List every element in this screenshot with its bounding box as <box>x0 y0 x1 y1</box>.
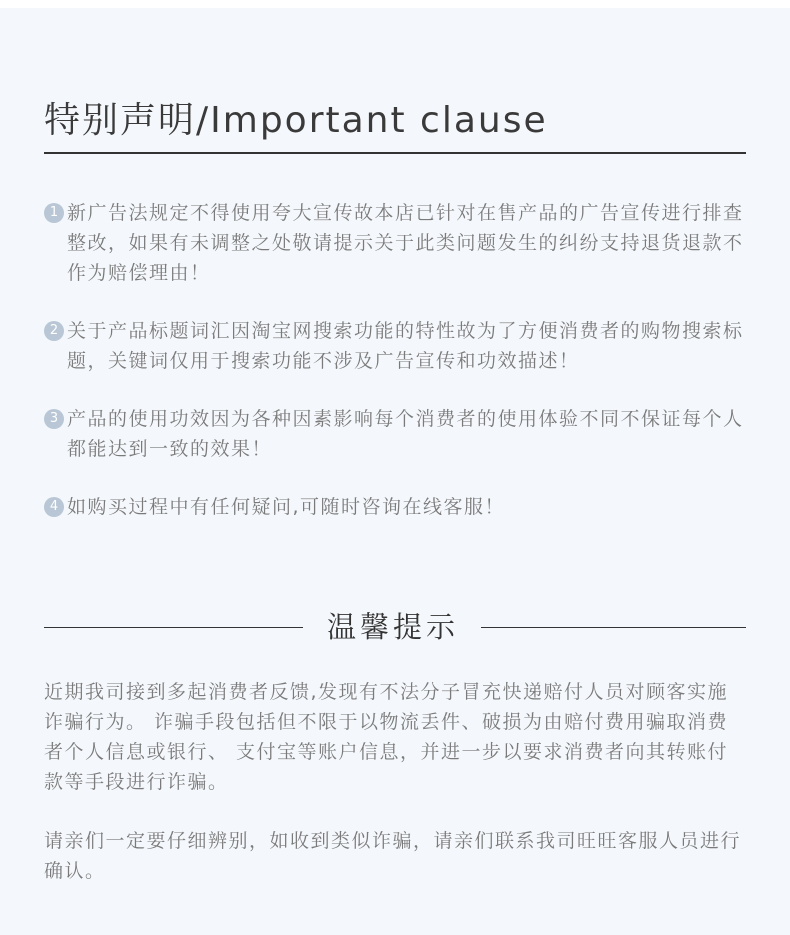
notice-paragraph: 请亲们一定要仔细辨别，如收到类似诈骗，请亲们联系我司旺旺客服人员进行确认。 <box>44 830 742 882</box>
clause-item <box>44 492 754 522</box>
title-divider <box>44 152 746 154</box>
tips-title: 温馨提示 <box>327 610 460 644</box>
tips-header <box>44 604 746 650</box>
clause-item <box>44 404 754 464</box>
page-title: 特别声明/Important clause <box>44 100 548 141</box>
clause-text: 新广告法规定不得使用夸大宣传故本店已针对在售产品的广告宣传进行排查整改，如果有未调整之处敬请提示关于此类问题发生的纠纷支持退货退款不作为赔偿理由！ <box>67 202 744 284</box>
tips-divider-left <box>44 627 303 628</box>
page-background <box>0 8 790 935</box>
number-badge-icon: 3 <box>44 409 64 429</box>
number-badge-icon: 1 <box>44 203 64 223</box>
clause-item <box>44 198 754 288</box>
clause-list <box>44 198 754 550</box>
notice-paragraph: 近期我司接到多起消费者反馈,发现有不法分子冒充快递赔付人员对顾客实施诈骗行为。 诈骗手段包括但不限于以物流丢件、破损为由赔付费用骗取消费者个人信息或银行、 支付宝等账户信息，并进一步以要求消费者向其转账付款等手段进行诈骗。 <box>44 681 729 793</box>
clause-text: 关于产品标题词汇因淘宝网搜索功能的特性故为了方便消费者的购物搜索标题，关键词仅用于搜索功能不涉及广告宣传和功效描述！ <box>67 320 744 372</box>
number-badge-icon: 4 <box>44 497 64 517</box>
tips-notice <box>44 677 748 915</box>
tips-divider-right <box>481 627 746 628</box>
number-badge-icon: 2 <box>44 321 64 341</box>
clause-text: 如购买过程中有任何疑问,可随时咨询在线客服！ <box>67 496 506 518</box>
clause-item <box>44 316 754 376</box>
clause-text: 产品的使用功效因为各种因素影响每个消费者的使用体验不同不保证每个人都能达到一致的效果！ <box>67 408 744 460</box>
